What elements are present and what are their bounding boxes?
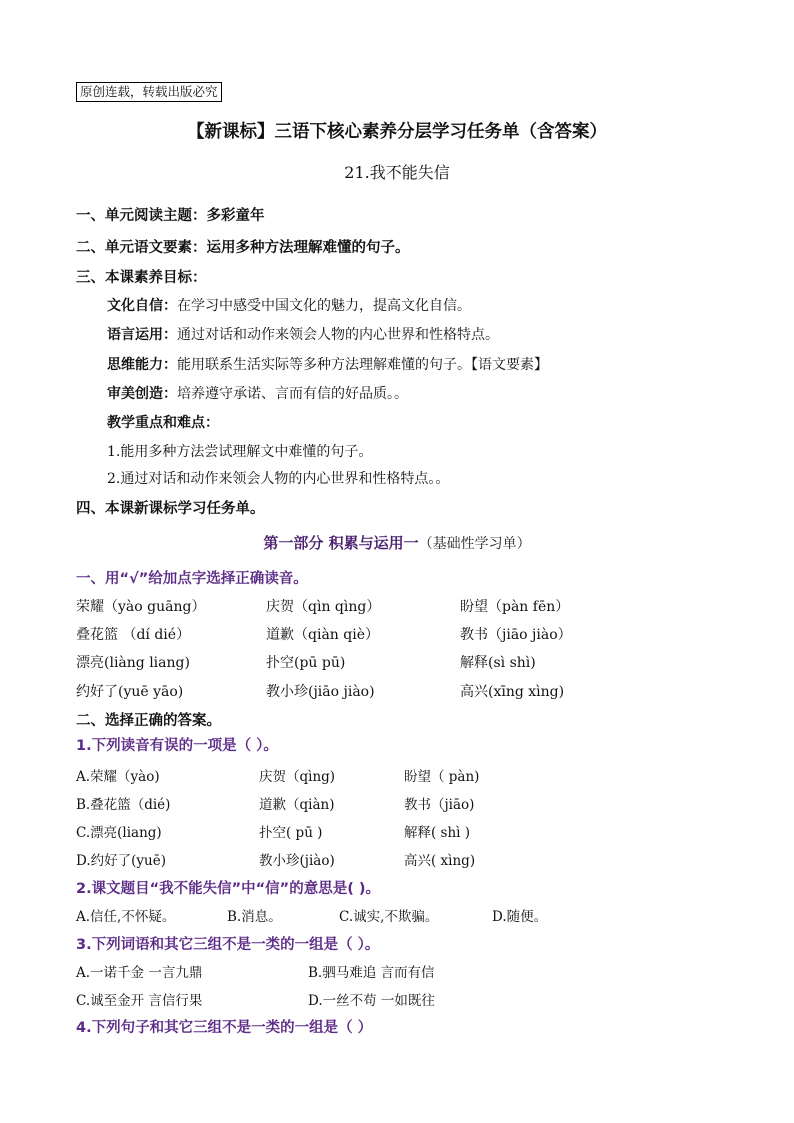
section-task-sheet: 四、本课新课标学习任务单。 [76,501,265,517]
option-item: A.荣耀（yào) [76,769,160,785]
pinyin-item: 叠花篮 （dí dié） [76,627,191,643]
option-item: 教书（jiāo) [404,797,475,813]
option-item: 解释( shì ) [404,825,471,841]
goal-label: 语言运用： [107,327,177,343]
goal-text: 能用联系生活实际等多种方法理解难懂的句子。【语文要素】 [177,357,548,373]
option-item: C.诚至金开 言信行果 [76,993,203,1009]
goal-item [107,383,408,403]
goal-text: 在学习中感受中国文化的魅力，提高文化自信。 [177,298,471,314]
goal-label: 文化自信： [107,298,177,314]
option-item: B.驷马难追 言而有信 [308,965,435,981]
part-heading-sub: （基础性学习单） [418,536,531,552]
goal-label: 思维能力： [107,357,177,373]
key-point: 2.通过对话和动作来领会人物的内心世界和性格特点。。 [107,471,450,487]
pinyin-item: 扑空(pū pū) [266,655,346,671]
option-item: 扑空( pū ) [259,825,323,841]
goal-item [107,295,471,315]
section-reading-theme: 一、单元阅读主题：多彩童年 [76,208,265,224]
pinyin-item: 盼望（pàn fēn） [460,599,570,615]
option-item: D.一丝不苟 一如既往 [308,993,435,1009]
goal-label: 审美创造： [107,386,177,402]
question-2-4: 4.下列句子和其它三组不是一类的一组是（ ） [76,1020,373,1036]
question-2-1: 1.下列读音有误的一项是（ ）。 [76,738,278,754]
pinyin-item: 荣耀（yào guāng） [76,599,206,615]
pinyin-item: 教小珍(jiāo jiào) [266,684,375,700]
part-heading-main: 第一部分 积累与运用一 [263,534,419,552]
lesson-title: 21.我不能失信 [344,163,450,182]
option-item: 教小珍(jiào) [259,853,335,869]
option-item: C.漂亮(liang) [76,825,162,841]
pinyin-item: 道歉（qiàn qiè） [266,627,379,643]
option-item: 高兴( xìng) [404,853,476,869]
option-item: 盼望（ pàn) [404,769,480,785]
goal-item [107,324,499,344]
option-item: A.一诺千金 一言九鼎 [76,965,203,981]
option-item: A.信任,不怀疑。 [76,909,176,925]
pinyin-item: 高兴(xīng xìng) [460,684,565,700]
question-2-2: 2.课文题目“我不能失信”中“信”的意思是( )。 [76,881,381,897]
section-language-elements: 二、单元语文要素：运用多种方法理解难懂的句子。 [76,240,410,256]
option-item: 道歉（qiàn) [259,797,335,813]
section-literacy-goals: 三、本课素养目标： [76,270,207,286]
goal-item [107,354,548,374]
option-item: C.诚实,不欺骗。 [339,909,439,925]
pinyin-item: 约好了(yuē yāo) [76,684,184,700]
goal-text: 通过对话和动作来领会人物的内心世界和性格特点。 [177,327,499,343]
goal-text: 培养遵守承诺、言而有信的好品质。。 [177,386,408,402]
pinyin-item: 解释(sì shì) [460,655,536,671]
option-item: 庆贺（qìng) [259,769,336,785]
question-2-title: 二、选择正确的答案。 [76,713,221,729]
option-item: D.随便。 [492,909,548,925]
page-title: 【新课标】三语下核心素养分层学习任务单（含答案） [187,122,607,142]
copyright-stamp: 原创连载，转载出版必究 [76,82,222,102]
option-item: B.消息。 [227,909,282,925]
pinyin-item: 庆贺（qìn qìng） [266,599,381,615]
question-2-3: 3.下列词语和其它三组不是一类的一组是（ ）。 [76,937,380,953]
key-points-title: 教学重点和难点： [107,415,219,431]
question-1-title: 一、用“√”给加点字选择正确读音。 [76,571,308,587]
key-point: 1.能用多种方法尝试理解文中难懂的句子。 [107,444,373,460]
part-heading [0,532,794,553]
option-item: D.约好了(yuē) [76,853,166,869]
pinyin-item: 教书（jiāo jiào） [460,627,572,643]
pinyin-item: 漂亮(liàng liang) [76,655,190,671]
option-item: B.叠花篮（dié) [76,797,171,813]
